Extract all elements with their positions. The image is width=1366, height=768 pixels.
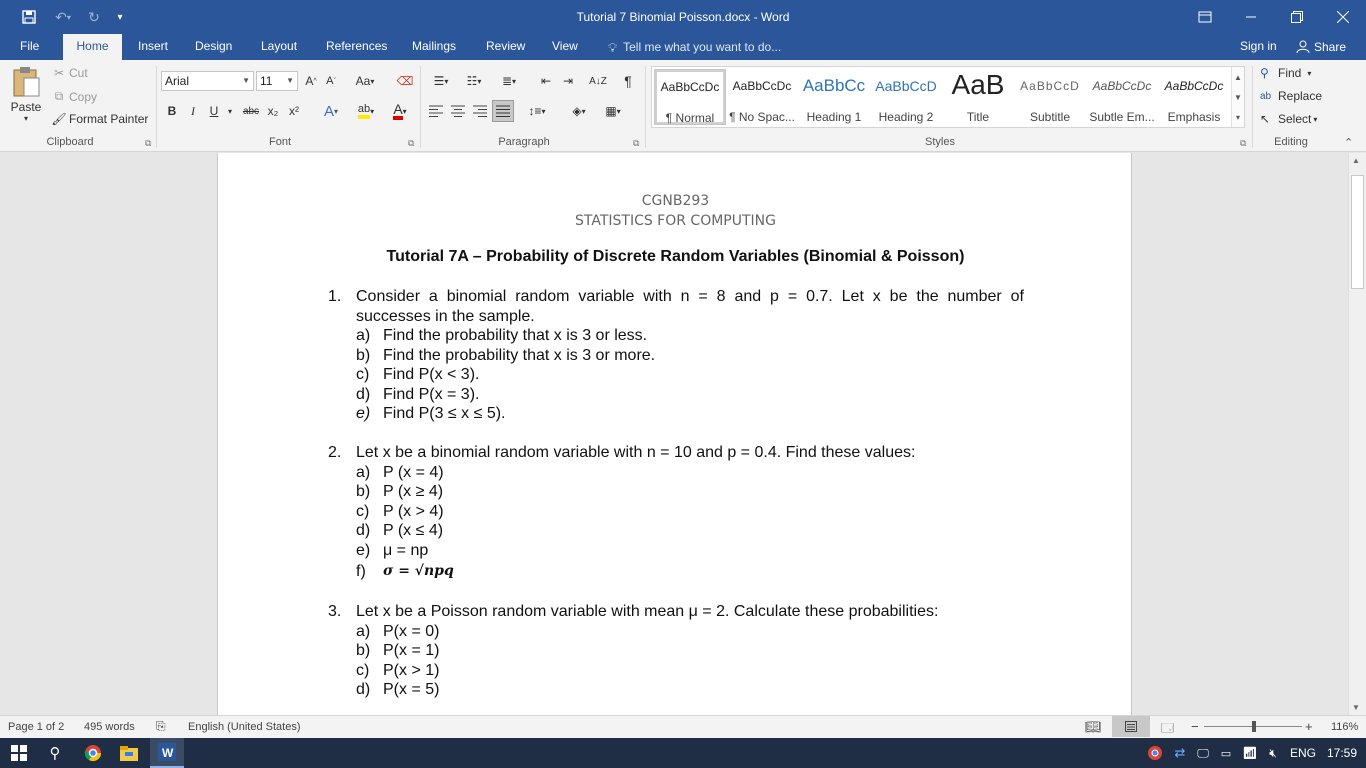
question-text: Consider a binomial random variable with n = 8 and p = 0.7. Let x be the number of <box>356 288 1024 305</box>
item-text: Find the probability that x is 3 or less. <box>383 327 648 344</box>
style-subtle-emphasis[interactable] <box>1086 69 1158 125</box>
item-text: Find P(3 ≤ x ≤ 5). <box>383 405 506 422</box>
sign-in-link[interactable]: Sign in <box>1240 39 1277 53</box>
item-label: e) <box>356 405 371 422</box>
style-name: Emphasis <box>1167 110 1221 124</box>
replace-icon: ab <box>1260 90 1272 102</box>
style-name: ¶ No Spac... <box>729 110 795 124</box>
style-name: Heading 2 <box>878 110 934 124</box>
gallery-scroll-up-icon[interactable]: ▲ <box>1231 67 1244 87</box>
replace-button[interactable] <box>1260 89 1322 103</box>
collapse-ribbon-icon[interactable]: ⌃ <box>1344 137 1354 149</box>
restore-button[interactable] <box>1274 0 1320 34</box>
tab-home[interactable]: Home <box>63 34 122 60</box>
document-area <box>0 153 1348 715</box>
style-normal[interactable] <box>654 69 726 125</box>
clear-formatting-icon[interactable]: ⌫ <box>396 74 414 88</box>
style-name: Subtle Em... <box>1089 110 1155 124</box>
cursor-icon: ↖ <box>1260 112 1271 126</box>
replace-label: Replace <box>1278 89 1323 103</box>
paragraph-group-label: Paragraph <box>498 136 550 148</box>
divider <box>156 66 157 148</box>
search-icon[interactable]: ⚲ <box>49 745 61 762</box>
font-size-value: 11 <box>260 74 273 88</box>
divider <box>1252 66 1253 148</box>
style-preview: AaB <box>951 69 1005 100</box>
chrome-icon[interactable] <box>80 738 106 768</box>
status-bar <box>0 715 1366 738</box>
item-label: c) <box>356 662 370 679</box>
question-text-continued: successes in the sample. <box>356 308 535 325</box>
increase-indent-icon[interactable]: ⇥ <box>562 74 574 88</box>
item-label: c) <box>356 366 370 383</box>
style-name: Subtitle <box>1029 110 1071 124</box>
ribbon <box>0 60 1366 152</box>
item-label: a) <box>356 327 371 344</box>
find-button[interactable] <box>1260 66 1311 80</box>
item-text: P (x ≥ 4) <box>383 483 444 500</box>
zoom-out-icon[interactable]: − <box>1191 719 1199 734</box>
course-code: CGNB293 <box>641 193 710 209</box>
battery-icon[interactable]: ▭ <box>1220 747 1232 760</box>
item-label: d) <box>356 386 371 403</box>
file-explorer-icon[interactable] <box>116 738 142 768</box>
scrollbar-thumb[interactable] <box>1351 175 1364 289</box>
line-spacing-icon[interactable]: ↕≡ ▾ <box>528 104 546 118</box>
grow-font-icon[interactable]: A ^ <box>305 74 317 88</box>
vertical-scrollbar[interactable] <box>1348 153 1366 715</box>
italic-button[interactable]: I <box>191 103 195 118</box>
dialog-launcher-icon[interactable]: ⧉ <box>1240 138 1247 148</box>
windows-taskbar <box>0 738 1366 768</box>
copy-label: Copy <box>69 89 98 104</box>
font-name-value: Arial <box>165 74 190 88</box>
shrink-font-icon[interactable]: A ˇ <box>326 75 336 87</box>
zoom-in-icon[interactable]: + <box>1305 719 1313 734</box>
lightbulb-icon: 💡︎ <box>608 39 618 55</box>
dialog-launcher-icon[interactable]: ⧉ <box>408 138 415 148</box>
styles-group-label: Styles <box>925 136 955 148</box>
clipboard-group-label: Clipboard <box>46 136 94 148</box>
close-button[interactable] <box>1320 0 1366 34</box>
decrease-indent-icon[interactable]: ⇤ <box>540 74 552 88</box>
formula-text: σ = √npq <box>383 563 454 579</box>
customize-quick-access-icon[interactable]: ▾ <box>117 11 123 23</box>
question-text: Let x be a Poisson random variable with mean μ = 2. Calculate these probabilities: <box>356 603 939 620</box>
item-text: P(x > 1) <box>383 662 440 679</box>
copy-button[interactable] <box>51 89 97 104</box>
select-button[interactable] <box>1260 112 1317 126</box>
style-name: Title <box>966 110 990 124</box>
shading-icon[interactable]: ◈ ▾ <box>572 104 586 118</box>
numbering-icon[interactable]: ☷ ▾ <box>466 74 482 88</box>
clipboard-icon <box>11 66 41 98</box>
item-text: Find the probability that x is 3 or more. <box>383 347 656 364</box>
paintbrush-icon: 🖌︎ <box>51 112 67 126</box>
item-label: e) <box>356 542 371 559</box>
wifi-icon[interactable]: 📶︎ <box>1242 746 1258 760</box>
copy-icon: ⧉ <box>54 89 64 103</box>
divider <box>645 66 646 148</box>
scroll-down-icon[interactable]: ▼ <box>1352 703 1360 712</box>
question-number: 1. <box>328 288 342 305</box>
item-label: a) <box>356 464 371 481</box>
editing-group-label: Editing <box>1274 136 1308 148</box>
item-label: d) <box>356 681 371 698</box>
chevron-down-icon: ▾ <box>1307 68 1312 78</box>
redo-icon[interactable]: ↻ <box>88 8 100 25</box>
style-preview: AaBbCcD <box>875 78 937 94</box>
strikethrough-button[interactable]: abc <box>242 105 260 117</box>
word-taskbar-icon[interactable] <box>150 738 184 768</box>
search-icon: ⚲ <box>1260 66 1269 80</box>
item-label: b) <box>356 347 371 364</box>
bold-button[interactable]: B <box>167 104 177 118</box>
minimize-button[interactable] <box>1228 0 1274 34</box>
tell-me-text: Tell me what you want to do... <box>623 39 782 54</box>
cut-label: Cut <box>69 66 88 80</box>
cut-button[interactable] <box>51 66 88 80</box>
style-heading-1[interactable] <box>798 69 870 125</box>
style-preview: AaBbCcDc <box>1092 79 1152 93</box>
style-preview: AaBbCcDc <box>660 80 720 94</box>
paste-button[interactable] <box>8 66 44 126</box>
item-label: b) <box>356 642 371 659</box>
document-heading: Tutorial 7A – Probability of Discrete Random Variables (Binomial & Poisson) <box>386 248 965 265</box>
tab-design[interactable]: Design <box>195 39 233 53</box>
share-label: Share <box>1314 39 1347 54</box>
tab-file[interactable]: File <box>20 39 40 53</box>
page-count[interactable]: Page 1 of 2 <box>8 721 65 733</box>
style-preview: AaBbCcD <box>1020 79 1080 93</box>
course-name: STATISTICS FOR COMPUTING <box>574 213 777 229</box>
align-left-icon[interactable] <box>426 100 446 122</box>
style-preview: AaBbCcDc <box>1164 79 1224 93</box>
subscript-button[interactable]: x₂ <box>267 104 279 118</box>
ribbon-tabs <box>0 34 1366 60</box>
gallery-scroll-down-icon[interactable]: ▼ <box>1231 87 1244 107</box>
undo-icon[interactable]: ↶ ▾ <box>55 8 71 25</box>
superscript-button[interactable]: x² <box>289 104 299 118</box>
item-text: P (x > 4) <box>383 503 444 520</box>
person-icon <box>1296 40 1310 54</box>
item-text: Find P(x = 3). <box>383 386 480 403</box>
title-bar <box>0 0 1366 34</box>
word-count[interactable]: 495 words <box>84 721 135 733</box>
tab-mailings[interactable]: Mailings <box>412 39 457 53</box>
tab-references[interactable]: References <box>326 39 388 53</box>
format-painter-label: Format Painter <box>69 112 149 126</box>
language-indicator[interactable]: English (United States) <box>188 721 301 733</box>
dialog-launcher-icon[interactable]: ⧉ <box>633 138 640 148</box>
ribbon-display-options-icon[interactable] <box>1182 0 1228 34</box>
display-icon[interactable]: 🖵 <box>1197 745 1209 760</box>
scissors-icon: ✂ <box>53 66 65 80</box>
item-text: P(x = 0) <box>383 623 440 640</box>
web-layout-icon[interactable]: 🗔 <box>1161 721 1175 735</box>
tab-insert[interactable]: Insert <box>138 39 169 53</box>
font-color-icon[interactable]: A ▾ <box>384 100 416 122</box>
style-preview: AaBbCcDc <box>732 79 792 93</box>
item-text: P(x = 5) <box>383 681 440 698</box>
dialog-launcher-icon[interactable]: ⧉ <box>145 138 152 148</box>
align-center-icon[interactable] <box>448 100 468 122</box>
tab-view[interactable]: View <box>552 39 578 53</box>
chevron-down-icon[interactable]: ▾ <box>227 106 232 116</box>
windows-start-icon[interactable] <box>8 738 30 768</box>
window-title: Tutorial 7 Binomial Poisson.docx - Word <box>576 10 790 24</box>
paste-label: Paste <box>10 100 42 114</box>
style-subtitle[interactable] <box>1014 69 1086 125</box>
select-label: Select <box>1278 112 1312 126</box>
style-name: ¶ Normal <box>665 111 715 125</box>
highlight-color-icon[interactable]: ab ▾ <box>350 100 382 122</box>
zoom-slider-thumb[interactable] <box>1252 721 1256 732</box>
chevron-down-icon: ▾ <box>1313 114 1318 124</box>
item-text: μ = np <box>383 542 429 559</box>
style-emphasis[interactable] <box>1158 69 1230 125</box>
input-language[interactable]: ENG <box>1289 746 1316 760</box>
find-label: Find <box>1278 66 1302 80</box>
text-effects-icon[interactable]: A ▾ <box>323 102 339 120</box>
question-number: 2. <box>328 444 342 461</box>
svg-text:W: W <box>162 746 174 760</box>
chevron-down-icon: ▾ <box>23 114 28 123</box>
item-label: c) <box>356 503 370 520</box>
gallery-more-icon[interactable]: ▾ <box>1231 107 1244 127</box>
question-text: Let x be a binomial random variable with n = 10 and p = 0.4. Find these values: <box>356 444 916 461</box>
document-page[interactable] <box>217 153 1132 715</box>
zoom-level[interactable]: 116% <box>1331 721 1359 733</box>
justify-icon[interactable] <box>492 100 514 122</box>
font-name-combo[interactable] <box>161 71 254 91</box>
borders-icon[interactable]: ▦ ▾ <box>605 104 621 118</box>
chevron-down-icon: ▼ <box>242 76 250 85</box>
tab-review[interactable]: Review <box>486 39 526 53</box>
tab-layout[interactable]: Layout <box>261 39 298 53</box>
styles-gallery <box>651 66 1245 128</box>
style-name: Heading 1 <box>806 110 862 124</box>
tell-me-box[interactable] <box>596 34 793 60</box>
item-text: P (x ≤ 4) <box>383 522 444 539</box>
item-label: a) <box>356 623 371 640</box>
format-painter-button[interactable] <box>51 112 148 126</box>
sort-icon[interactable]: A↓Z <box>589 75 607 87</box>
style-no-spacing[interactable] <box>726 69 798 125</box>
volume-muted-icon[interactable]: 🔇︎ <box>1269 745 1277 760</box>
item-text: Find P(x < 3). <box>383 366 480 383</box>
print-layout-icon[interactable] <box>1112 716 1150 737</box>
bullets-icon[interactable]: ☰ ▾ <box>433 74 449 88</box>
chrome-notification-icon[interactable] <box>1145 738 1165 768</box>
item-text: P (x = 4) <box>383 464 444 481</box>
item-text: P(x = 1) <box>383 642 440 659</box>
divider <box>420 66 421 148</box>
item-label: f) <box>356 563 366 580</box>
sync-icon[interactable]: ⇄ <box>1174 745 1186 760</box>
read-mode-icon[interactable]: 📖︎ <box>1085 719 1102 734</box>
change-case-icon[interactable]: Aa ▾ <box>355 74 375 88</box>
font-group-label: Font <box>268 136 291 148</box>
clock[interactable]: 17:59 <box>1326 746 1358 760</box>
font-size-combo[interactable] <box>256 71 298 91</box>
multilevel-list-icon[interactable]: ≣ ▾ <box>501 74 517 88</box>
chevron-down-icon: ▼ <box>286 76 294 85</box>
share-button[interactable] <box>1284 34 1358 60</box>
show-formatting-marks-icon[interactable]: ¶ <box>624 73 632 89</box>
style-title[interactable] <box>942 69 1014 125</box>
scroll-up-icon[interactable]: ▲ <box>1352 156 1360 165</box>
proofing-icon[interactable]: ⎘ <box>156 719 166 733</box>
item-label: d) <box>356 522 371 539</box>
underline-button[interactable]: U <box>209 104 219 118</box>
align-right-icon[interactable] <box>470 100 490 122</box>
item-label: b) <box>356 483 371 500</box>
question-number: 3. <box>328 603 342 620</box>
style-heading-2[interactable] <box>870 69 942 125</box>
style-preview: AaBbCc <box>802 76 866 95</box>
